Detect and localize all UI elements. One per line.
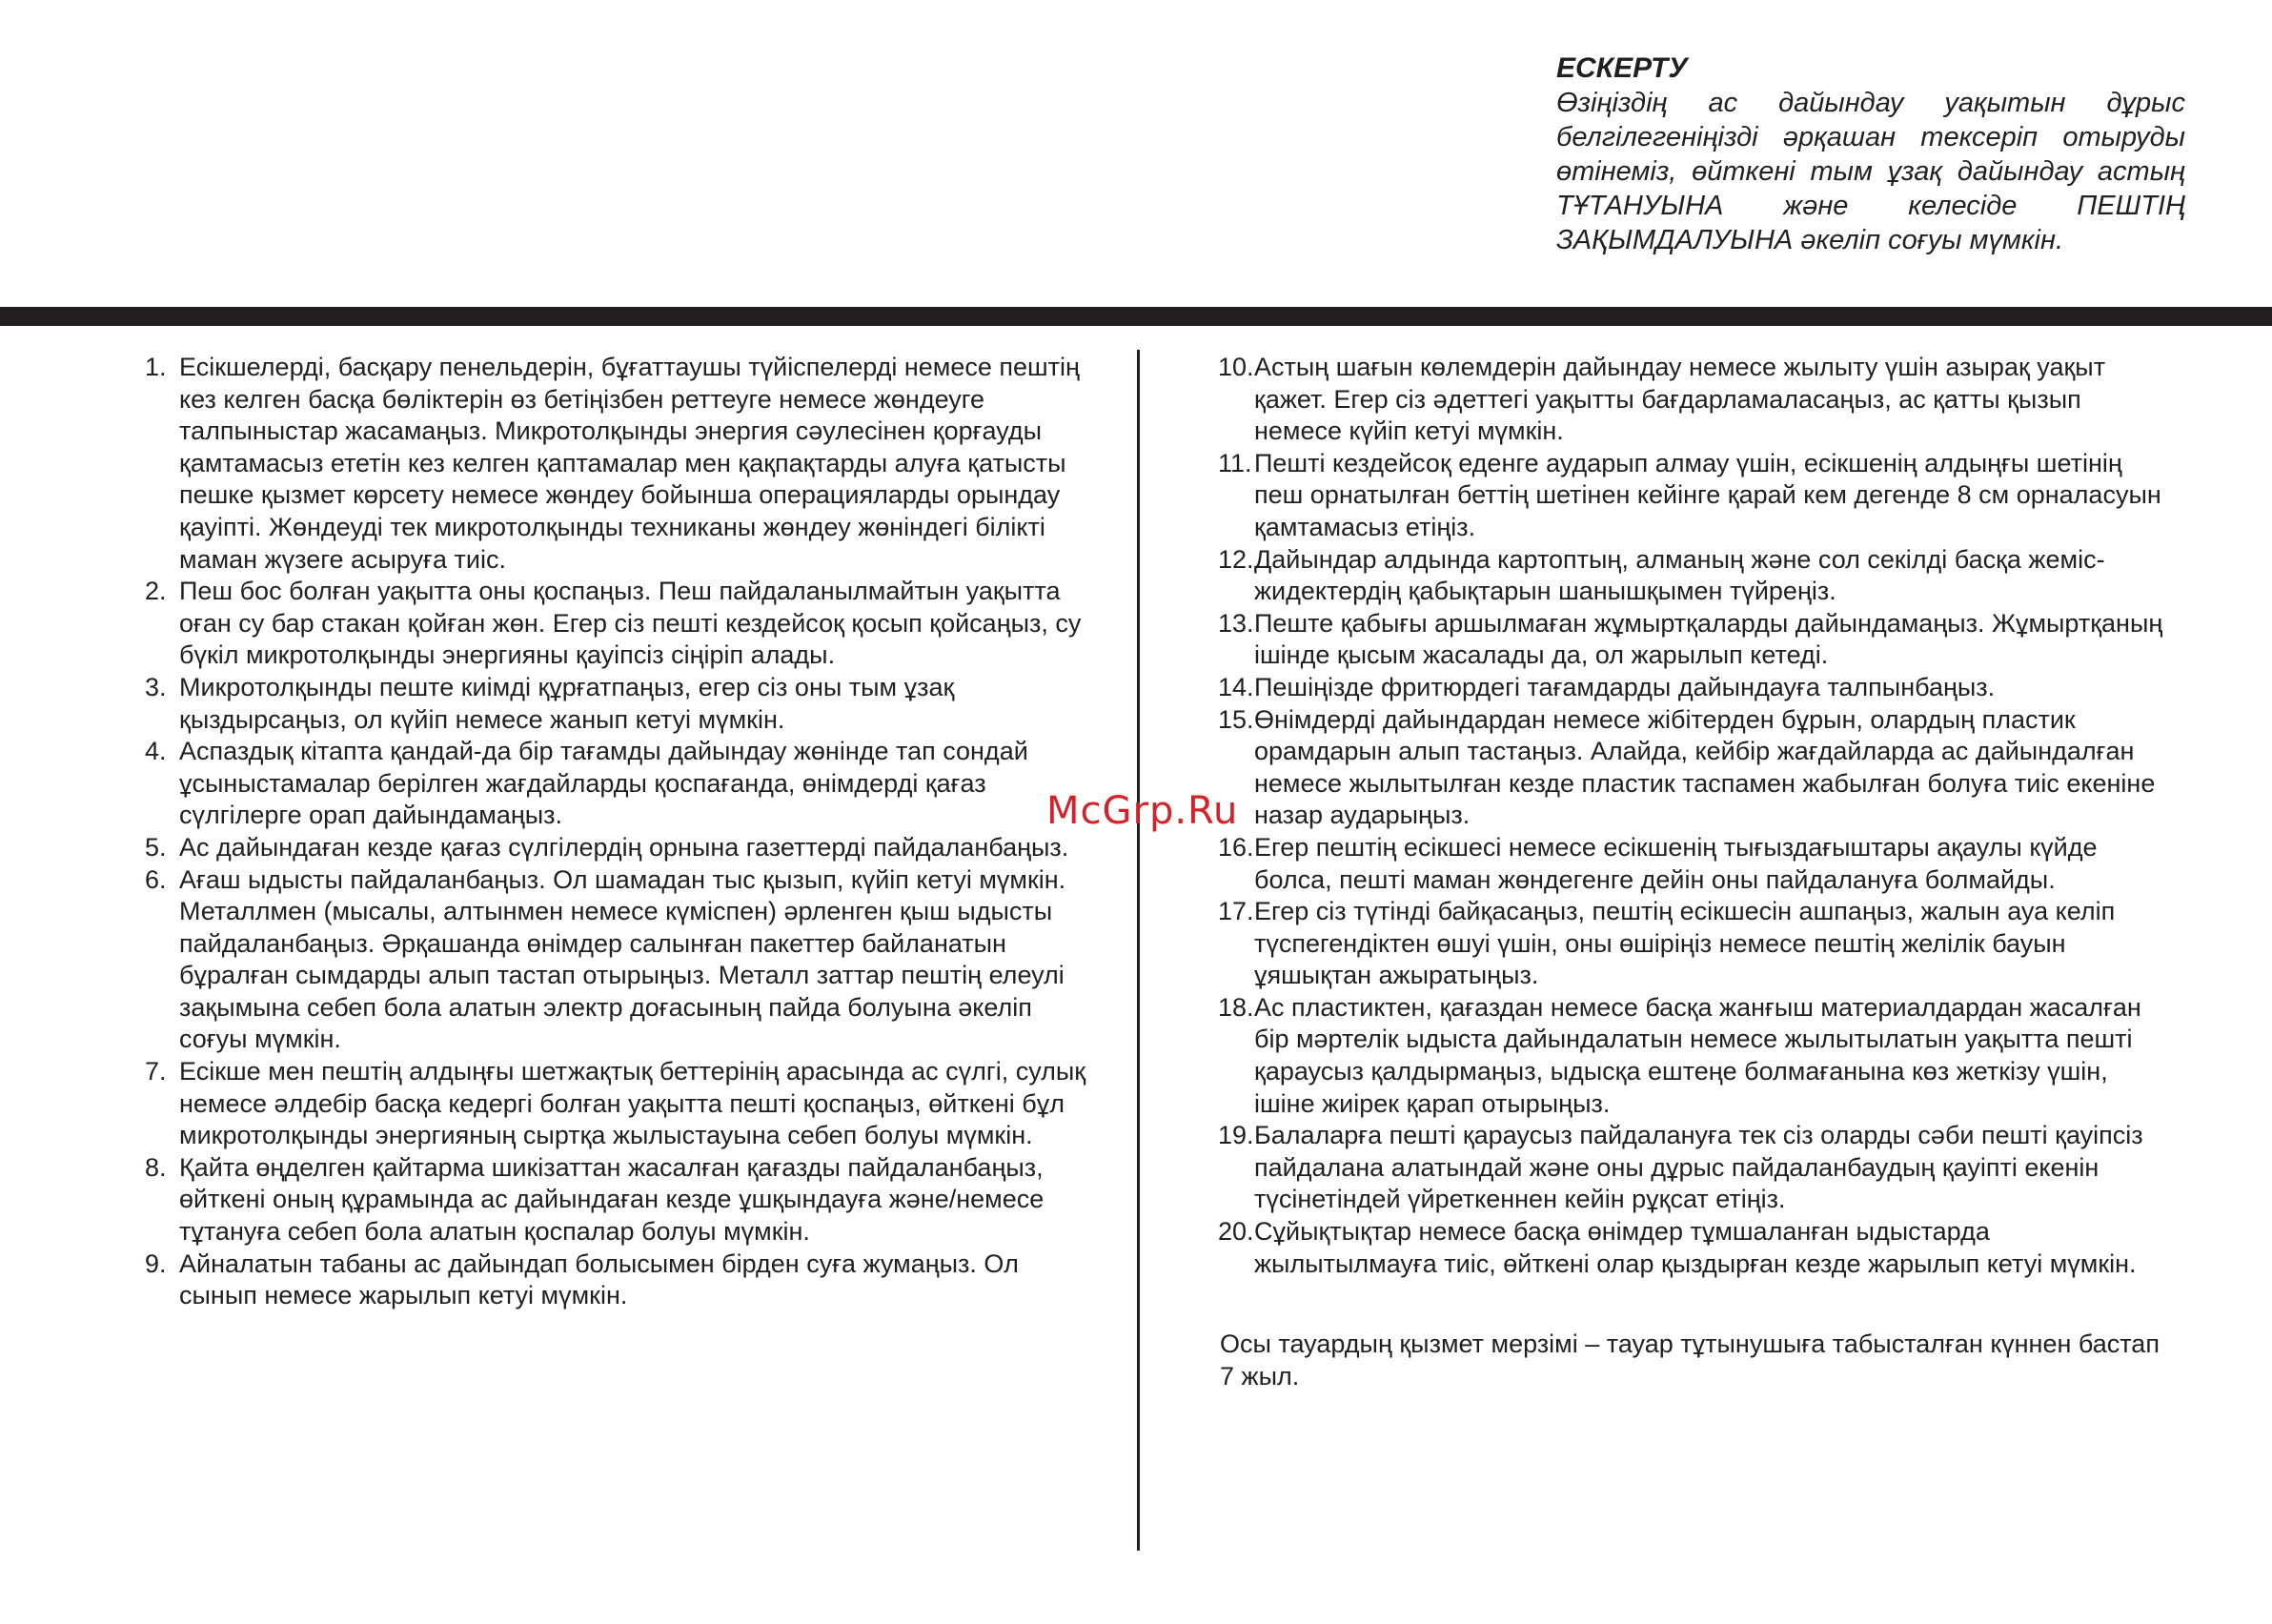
column-divider [1137,350,1140,1551]
safety-item-number: 8. [145,1152,167,1182]
safety-item-number: 3. [145,672,167,701]
safety-item-text: Ас дайындаған кезде қағаз сүлгілердің орнына газеттерді пайдаланбаңыз. [179,832,1069,862]
safety-item-text: Балаларға пешті қараусыз пайдалануға тек сіз оларды сәби пешті қауіпсіз пайдалана алатындай және оны дұрыс пайдаланбаудың қауіпті екенін түсінетіндей үйреткеннен кейін рұқсат етіңіз. [1254,1121,2143,1214]
safety-item [1220,672,2173,704]
safety-item-number: 18. [1218,992,1254,1022]
safety-item-text: Егер пештің есікшесі немесе есікшенің тығыздағыштары ақаулы күйде болса, пешті маман жөндегенге дейін оны пайдалануға болмайды. [1254,832,2098,894]
safety-item-number: 11. [1218,448,1252,477]
safety-item-number: 6. [145,864,167,894]
safety-item [145,1056,1088,1152]
safety-item-number: 4. [145,737,167,766]
safety-item [1220,1120,2173,1216]
safety-item-text: Пеште қабығы аршылмаған жұмыртқаларды дайындамаңыз. Жұмыртқаның ішінде қысым жасалады да, ол жарылып кетеді. [1254,608,2163,670]
safety-item-number: 20. [1218,1217,1254,1247]
safety-item [145,352,1088,576]
safety-item-number: 15. [1218,704,1254,734]
safety-item-number: 1. [145,353,167,381]
warning-title: ЕСКЕРТУ [1556,52,1688,84]
safety-item [145,672,1088,736]
service-life-note: Осы тауардың қызмет мерзімі – тауар тұтынушыға табысталған күннен бастап 7 жыл. [1220,1330,2160,1391]
safety-item-text: Есікше мен пештің алдыңғы шетжақтық беттерінің арасында ас сүлгі, сулық немесе әлдебір басқа кедергі болған уақытта пешті қоспаңыз, өйткені бұл микротолқынды энергияның сыртқа жылыстауына себеп болуы мүмкін. [179,1057,1086,1150]
safety-item-number: 13. [1218,608,1254,638]
safety-item-text: Микротолқынды пеште киімді құрғатпаңыз, егер сіз оны тым ұзақ қыздырсаңыз, ол күйіп немесе жанып кетуі мүмкін. [179,672,955,734]
safety-item-text: Пеш бос болған уақытта оны қоспаңыз. Пеш пайдаланылмайтын уақытта оған су бар стакан қойған жөн. Егер сіз пешті кездейсоқ қосып қойсаңыз, су бүкіл микротолқынды энергияны қауіпсіз сіңіріп алады. [179,577,1082,670]
safety-item-number: 9. [145,1248,167,1278]
watermark: McGrp.Ru [1046,789,1239,833]
safety-item-number: 5. [145,832,167,862]
safety-item [1220,1216,2173,1280]
left-column [145,352,1088,1312]
right-safety-list [1220,352,2173,1280]
safety-item [145,1248,1088,1312]
safety-item-number: 7. [145,1057,167,1086]
safety-item-number: 17. [1218,897,1254,926]
safety-item-text: Аспаздық кітапта қандай-да бір тағамды дайындау жөнінде тап сондай ұсыныстамалар берілген жағдайларды қоспағанда, өнімдерді қағаз сүлгілерге орап дайындамаңыз. [179,737,1028,830]
safety-item [1220,992,2173,1120]
safety-item-text: Ас пластиктен, қағаздан немесе басқа жанғыш материалдардан жасалған бір мәртелік ыдыста дайындалатын немесе жылытылатын уақытта пешті қараусыз қалдырмаңыз, ыдысқа ештеңе болмағанына көз жеткізу үшін, ішіне жиірек қарап отырыңыз. [1254,992,2141,1118]
right-column [1220,352,2173,1392]
safety-item [1220,544,2173,608]
warning-box [1556,51,2185,257]
safety-item-text: Өнімдерді дайындардан немесе жібітерден бұрын, олардың пластик орамдарын алып тастаңыз. Алайда, кейбір жағдайларда ас дайындалған немесе жылытылған кезде пластик таспамен жабылған болуға тиіс екеніне назар аударыңыз. [1254,704,2156,830]
safety-item-text: Есікшелерді, басқару пенельдерін, бұғаттаушы түйіспелерді немесе пештің кез келген басқа бөліктерін өз бетіңізбен реттеуге немесе жөндеуге талпыныстар жасамаңыз. Микротолқынды энергия сәулесінен қорғауды қамтамасыз ететін кез келген қаптамалар мен қақпақтарды алуға қатысты пешке қызмет көрсету немесе жөндеу бойынша операцияларды орындау қауіпті. Жөндеуді тек микротолқынды техниканы жөндеу жөніндегі білікті маман жүзеге асыруға тиіс. [179,353,1080,574]
safety-item-text: Егер сіз түтінді байқасаңыз, пештің есікшесін ашпаңыз, жалын ауа келіп түспегендіктен өшуі үшін, оны өшіріңіз немесе пештің желілік бауын ұяшықтан ажыратыңыз. [1254,897,2116,990]
safety-item-text: Астың шағын көлемдерін дайындау немесе жылыту үшін азырақ уақыт қажет. Егер сіз әдеттегі уақытты бағдарламаласаңыз, ас қатты қызып немесе күйіп кетуі мүмкін. [1254,353,2106,446]
safety-item [145,1152,1088,1248]
safety-item [1220,448,2173,544]
safety-item-text: Пешті кездейсоқ еденге аударып алмау үшін, есікшенің алдыңғы шетінің пеш орнатылған беттің шетінен кейінге қарай кем дегенде 8 см орналасуын қамтамасыз етіңіз. [1254,448,2161,541]
safety-item-number: 2. [145,577,167,606]
safety-item [145,576,1088,672]
safety-item [1220,352,2173,448]
safety-item-text: Айналатын табаны ас дайындап болысымен бірден суға жумаңыз. Ол сынып немесе жарылып кетуі мүмкін. [179,1248,1019,1310]
safety-item [145,864,1088,1057]
header-divider [0,307,2272,326]
safety-item [145,832,1088,864]
safety-item-text: Ағаш ыдысты пайдаланбаңыз. Ол шамадан тыс қызып, күйіп кетуі мүмкін. Металлмен (мысалы, алтынмен немесе күміспен) әрленген қыш ыдысты пайдаланбаңыз. Әрқашанда өнімдер салынған пакеттер байланатын бұралған сымдарды алып тастап отырыңыз. Металл заттар пештің елеулі зақымына себеп бола алатын электр доғасының пайда болуына әкеліп соғуы мүмкін. [179,864,1066,1054]
safety-item [1220,896,2173,992]
safety-item-text: Пешіңізде фритюрдегі тағамдарды дайындауға талпынбаңыз. [1254,672,1996,701]
safety-item-number: 19. [1218,1121,1254,1150]
left-safety-list [145,352,1088,1312]
safety-item-number: 10. [1218,353,1254,381]
safety-item [1220,704,2173,832]
safety-item [1220,608,2173,672]
safety-item [1220,832,2173,896]
safety-item-text: Сұйықтықтар немесе басқа өнімдер тұмшаланған ыдыстарда жылытылмауға тиіс, өйткені олар қыздырған кезде жарылып кетуі мүмкін. [1254,1217,2137,1278]
safety-item-text: Дайындар алдында картоптың, алманың және сол секілді басқа жеміс-жидектердің қабықтарын шанышқымен түйреңіз. [1254,544,2105,606]
safety-item-number: 16. [1218,832,1254,862]
safety-item [145,736,1088,832]
safety-item-text: Қайта өңделген қайтарма шикізаттан жасалған қағазды пайдаланбаңыз, өйткені оның құрамында ас дайындаған кезде ұшқындауға және/немесе тұтануға себеп бола алатын қоспалар болуы мүмкін. [179,1152,1045,1247]
safety-item-number: 12. [1218,544,1254,574]
warning-text: Өзіңіздің ас дайындау уақытын дұрыс белгілегеніңізді әрқашан тексеріп отыруды өтінеміз, өйткені тым ұзақ дайындау астың ТҰТАНУЫНА және келесіде ПЕШТІҢ ЗАҚЫМДАЛУЫНА әкеліп соғуы мүмкін. [1556,88,2185,255]
safety-item-number: 14. [1218,672,1254,701]
